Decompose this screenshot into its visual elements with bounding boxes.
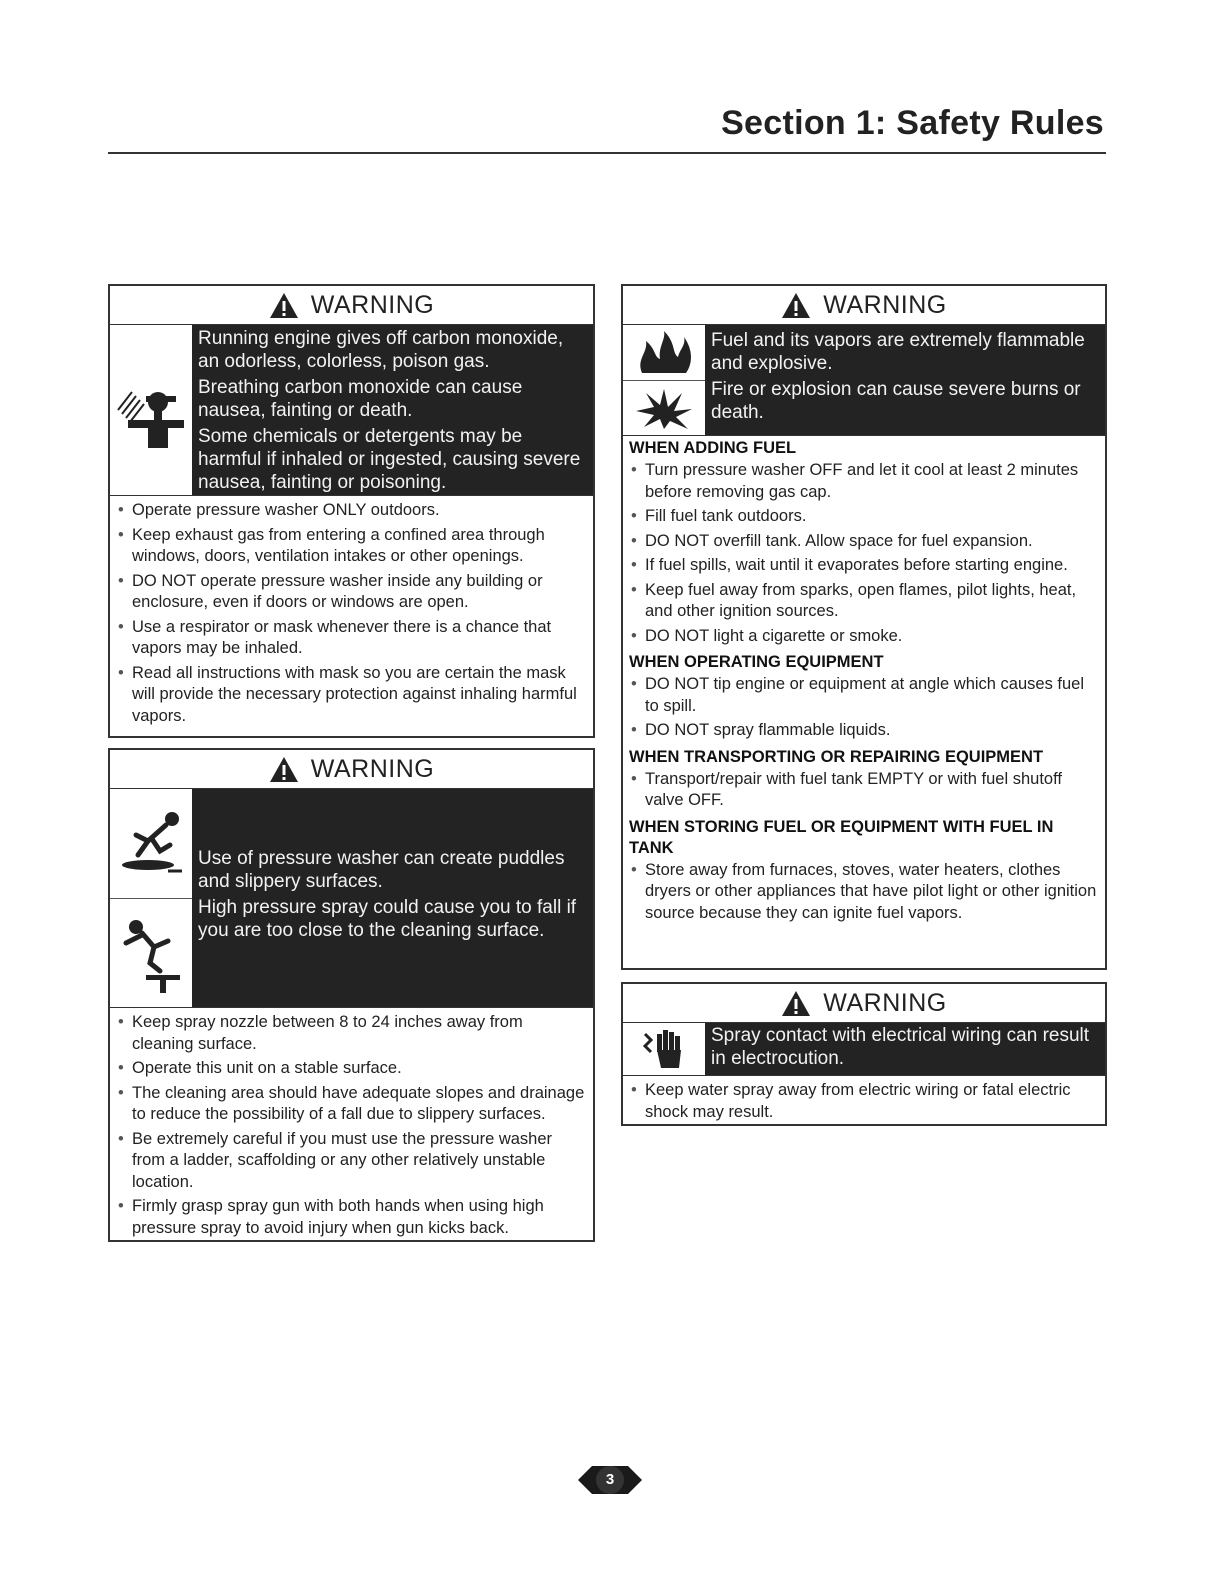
hazard-line: Breathing carbon monoxide can cause nausea, fainting or death. bbox=[198, 377, 523, 421]
hazard-line: Some chemicals or detergents may be harmful if inhaled or ingested, causing severe nausea, fainting or poisoning. bbox=[198, 426, 581, 493]
title-divider bbox=[108, 152, 1106, 154]
warning-box-fuel bbox=[621, 284, 1107, 970]
list-item: • Operate pressure washer ONLY outdoors. bbox=[118, 500, 587, 522]
hazard-line: Running engine gives off carbon monoxide, an odorless, colorless, poison gas. bbox=[198, 328, 564, 372]
list-item: • Keep fuel away from sparks, open flames, pilot lights, heat, and other ignition sources. bbox=[631, 580, 1099, 623]
warning-header bbox=[623, 286, 1105, 324]
warning-box-electrocution bbox=[621, 982, 1107, 1126]
section-heading: WHEN TRANSPORTING OR REPAIRING EQUIPMENT bbox=[629, 747, 1044, 766]
list-item: • Keep spray nozzle between 8 to 24 inches away from cleaning surface. bbox=[118, 1012, 587, 1055]
warning-box-carbon-monoxide bbox=[108, 284, 595, 738]
flame-icon bbox=[623, 325, 705, 380]
safety-list bbox=[623, 673, 1105, 742]
hazard-line: Use of pressure washer can create puddles and slippery surfaces. bbox=[198, 848, 565, 892]
safety-list bbox=[623, 768, 1105, 812]
warning-triangle-icon bbox=[781, 292, 811, 319]
explosion-icon bbox=[623, 380, 705, 436]
warning-label: WARNING bbox=[310, 754, 435, 783]
list-item: • Operate this unit on a stable surface. bbox=[118, 1058, 587, 1080]
list-item: • The cleaning area should have adequate slopes and drainage to reduce the possibility of a fall due to slippery surfaces. bbox=[118, 1083, 587, 1126]
hazard-icons bbox=[623, 325, 705, 435]
hazard-line: Fire or explosion can cause severe burns or death. bbox=[711, 379, 1081, 423]
hazard-icons bbox=[623, 1023, 705, 1075]
warning-triangle-icon bbox=[269, 756, 299, 783]
list-item: • DO NOT overfill tank. Allow space for fuel expansion. bbox=[631, 531, 1099, 553]
toxic-fumes-icon bbox=[110, 325, 192, 495]
hazard-icons bbox=[110, 789, 192, 1007]
warning-label: WARNING bbox=[823, 290, 947, 319]
page-number: 3 bbox=[605, 1471, 615, 1488]
list-item: • DO NOT operate pressure washer inside any building or enclosure, even if doors or windows are open. bbox=[118, 571, 587, 614]
hazard-text bbox=[192, 789, 593, 1007]
page-number-badge bbox=[578, 1462, 642, 1498]
safety-list bbox=[623, 459, 1105, 647]
safety-list bbox=[110, 495, 593, 734]
electric-shock-icon bbox=[623, 1023, 705, 1075]
warning-label: WARNING bbox=[310, 290, 435, 319]
fuel-sections bbox=[623, 435, 1105, 931]
safety-list bbox=[623, 859, 1105, 932]
warning-box-slip-fall bbox=[108, 748, 595, 1242]
section-heading: WHEN OPERATING EQUIPMENT bbox=[629, 653, 884, 671]
list-item: • DO NOT light a cigarette or smoke. bbox=[631, 626, 1099, 648]
warning-header bbox=[110, 750, 593, 788]
warning-header bbox=[623, 984, 1105, 1022]
warning-label: WARNING bbox=[823, 988, 947, 1017]
hazard-line: High pressure spray could cause you to fall if you are too close to the cleaning surface. bbox=[198, 897, 577, 941]
list-item: • Keep exhaust gas from entering a confined area through windows, doors, ventilation intakes or other openings. bbox=[118, 525, 587, 568]
slippery-surface-icon bbox=[110, 789, 192, 898]
list-item: • Firmly grasp spray gun with both hands when using high pressure spray to avoid injury when gun kicks back. bbox=[118, 1196, 587, 1239]
hazard-panel bbox=[110, 324, 593, 495]
hazard-text bbox=[705, 325, 1105, 435]
section-heading: WHEN ADDING FUEL bbox=[629, 439, 797, 457]
list-item: • DO NOT tip engine or equipment at angle which causes fuel to spill. bbox=[631, 674, 1099, 717]
hazard-panel bbox=[623, 1022, 1105, 1075]
warning-triangle-icon bbox=[781, 990, 811, 1017]
warning-triangle-icon bbox=[269, 292, 299, 319]
list-item: • Turn pressure washer OFF and let it cool at least 2 minutes before removing gas cap. bbox=[631, 460, 1099, 503]
hazard-icons bbox=[110, 325, 192, 495]
hazard-text bbox=[192, 325, 593, 495]
list-item: • If fuel spills, wait until it evaporates before starting engine. bbox=[631, 555, 1099, 577]
list-item: • Keep water spray away from electric wiring or fatal electric shock may result. bbox=[631, 1080, 1099, 1123]
list-item: • Fill fuel tank outdoors. bbox=[631, 506, 1099, 528]
fall-hazard-icon bbox=[110, 898, 192, 1008]
page-title: Section 1: Safety Rules bbox=[721, 104, 1104, 142]
section-heading: WHEN STORING FUEL OR EQUIPMENT WITH FUEL IN TANK bbox=[629, 817, 1054, 857]
hazard-text bbox=[705, 1023, 1105, 1075]
warning-header bbox=[110, 286, 593, 324]
safety-list bbox=[623, 1075, 1105, 1130]
hazard-panel bbox=[623, 324, 1105, 435]
list-item: • Be extremely careful if you must use the pressure washer from a ladder, scaffolding or any other relatively unstable location. bbox=[118, 1129, 587, 1194]
hazard-line: Spray contact with electrical wiring can result in electrocution. bbox=[711, 1025, 1090, 1069]
list-item: • DO NOT spray flammable liquids. bbox=[631, 720, 1099, 742]
list-item: • Store away from furnaces, stoves, water heaters, clothes dryers or other appliances that have pilot light or other ignition source because they can ignite fuel vapors. bbox=[631, 860, 1099, 925]
list-item: • Transport/repair with fuel tank EMPTY or with fuel shutoff valve OFF. bbox=[631, 769, 1099, 812]
hazard-line: Fuel and its vapors are extremely flammable and explosive. bbox=[711, 330, 1085, 374]
safety-list bbox=[110, 1007, 593, 1246]
hazard-panel bbox=[110, 788, 593, 1007]
list-item: • Read all instructions with mask so you are certain the mask will provide the necessary protection against inhaling harmful vapors. bbox=[118, 663, 587, 728]
list-item: • Use a respirator or mask whenever there is a chance that vapors may be inhaled. bbox=[118, 617, 587, 660]
